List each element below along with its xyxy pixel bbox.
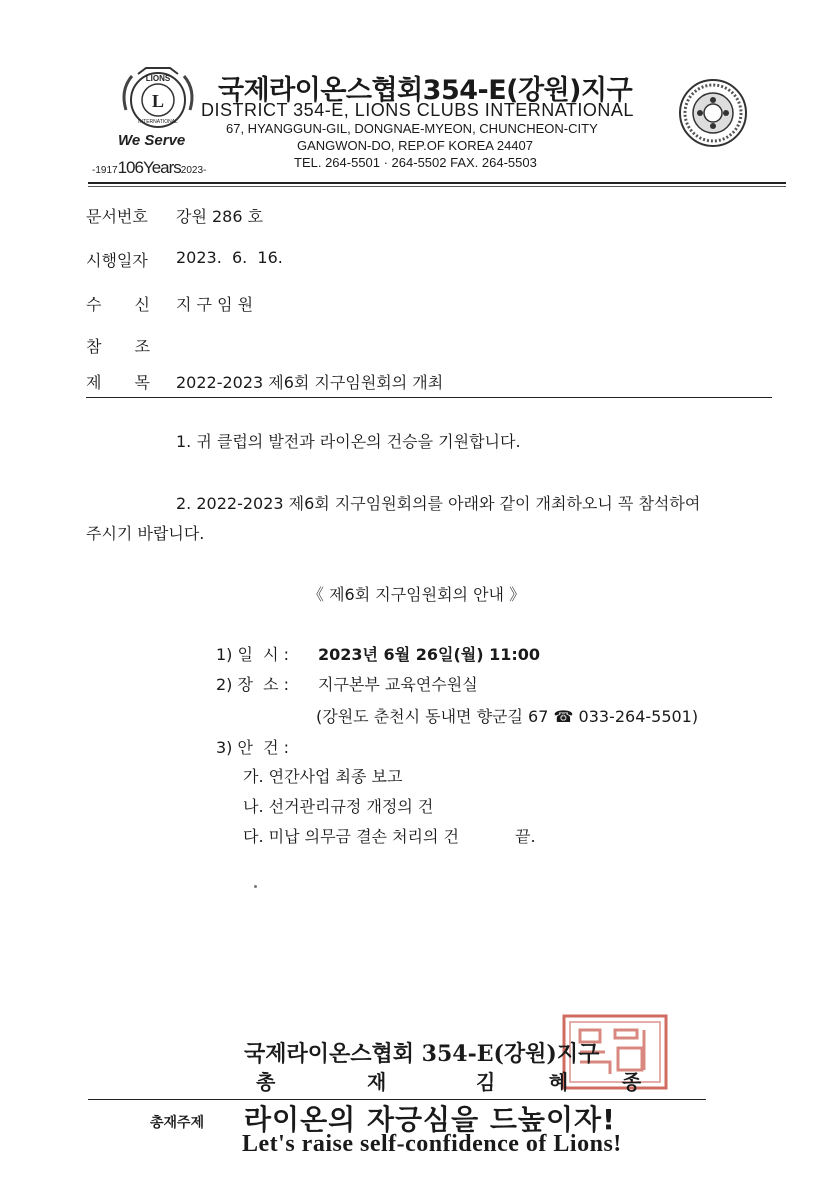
logo-intl-text: INTERNATIONAL [138,119,178,125]
meta-divider [86,397,772,398]
president-name-3: 종 [621,1070,642,1094]
item-2-value: 지구본부 교육연수원실 [318,675,478,694]
president-name-1: 김 [475,1070,496,1094]
date-label: 시행일자 [86,251,148,270]
footer-president [256,1066,641,1095]
paragraph-1: 1. 귀 클럽의 발전과 라이온의 건승을 기원합니다. [176,432,521,451]
doc-number-value: 강원 286 호 [176,207,264,226]
agenda-item-1: 가. 연간사업 최종 보고 [243,767,403,786]
org-name-english: DISTRICT 354-E, LIONS CLUBS INTERNATIONAL [201,100,634,120]
agenda-item-3: 다. 미납 의무금 결손 처리의 건 [243,827,459,846]
lions-logo [118,60,198,140]
address-line-1: 67, HYANGGUN-GIL, DONGNAE-MYEON, CHUNCHEON-CITY [226,121,598,136]
slogan-korean: 라이온의 자긍심을 드높이자! [244,1103,616,1136]
logo-lions-text: LIONS [145,74,171,83]
we-serve-motto: We Serve [118,132,186,149]
district-seal-icon [678,78,748,148]
end-mark: 끝. [515,827,536,846]
subject-value: 2022-2023 제6회 지구임원회의 개최 [176,373,444,392]
years-count: 106Years [117,158,181,177]
subject-label: 제목 [86,373,183,392]
president-name-2: 혜 [548,1070,569,1094]
logo-l-letter: L [151,91,165,111]
paragraph-2-line-2: 주시기 바랍니다. [86,524,205,543]
address-line-2: GANGWON-DO, REP.OF KOREA 24407 [297,138,533,153]
slogan-label: 총재주제 [150,1115,205,1131]
years-start: -1917 [92,165,118,176]
recipient-value: 지 구 임 원 [176,295,254,314]
paragraph-2-line-1: 2. 2022-2023 제6회 지구임원회의를 아래와 같이 개최하오니 꼭 참석하여 [176,494,701,513]
doc-number-label: 문서번호 [86,207,148,226]
scan-speck [254,885,257,888]
item-2-address: (강원도 춘천시 동내면 향군길 67 ☎ 033-264-5501) [316,707,699,726]
slogan-english: Let's raise self-confidence of Lions! [242,1131,622,1157]
president-title-1: 총 [256,1070,276,1094]
reference-label: 참조 [86,337,183,356]
item-1-label: 1) 일 시 : [216,645,290,664]
years-end: 2023- [180,165,207,176]
footer-org-name: 국제라이온스협회 354-E(강원)지구 [244,1041,600,1067]
header-divider [88,182,786,184]
org-name-korean: 국제라이온스협회354-E(강원)지구 [218,75,633,106]
header-divider-thin [88,186,786,187]
president-title-2: 재 [366,1070,387,1094]
recipient-label: 수신 [86,295,183,314]
contact-tel-fax: TEL. 264-5501 · 264-5502 FAX. 264-5503 [294,155,537,170]
item-3-label: 3) 안 건 : [216,738,290,757]
date-value: 2023. 6. 16. [176,248,283,267]
agenda-item-2: 나. 선거관리규정 개정의 건 [243,797,434,816]
years-badge [92,158,206,178]
item-2-label: 2) 장 소 : [216,675,290,694]
item-1-value: 2023년 6월 26일(월) 11:00 [318,645,541,664]
notice-title: 《 제6회 지구임원회의 안내 》 [308,585,526,604]
